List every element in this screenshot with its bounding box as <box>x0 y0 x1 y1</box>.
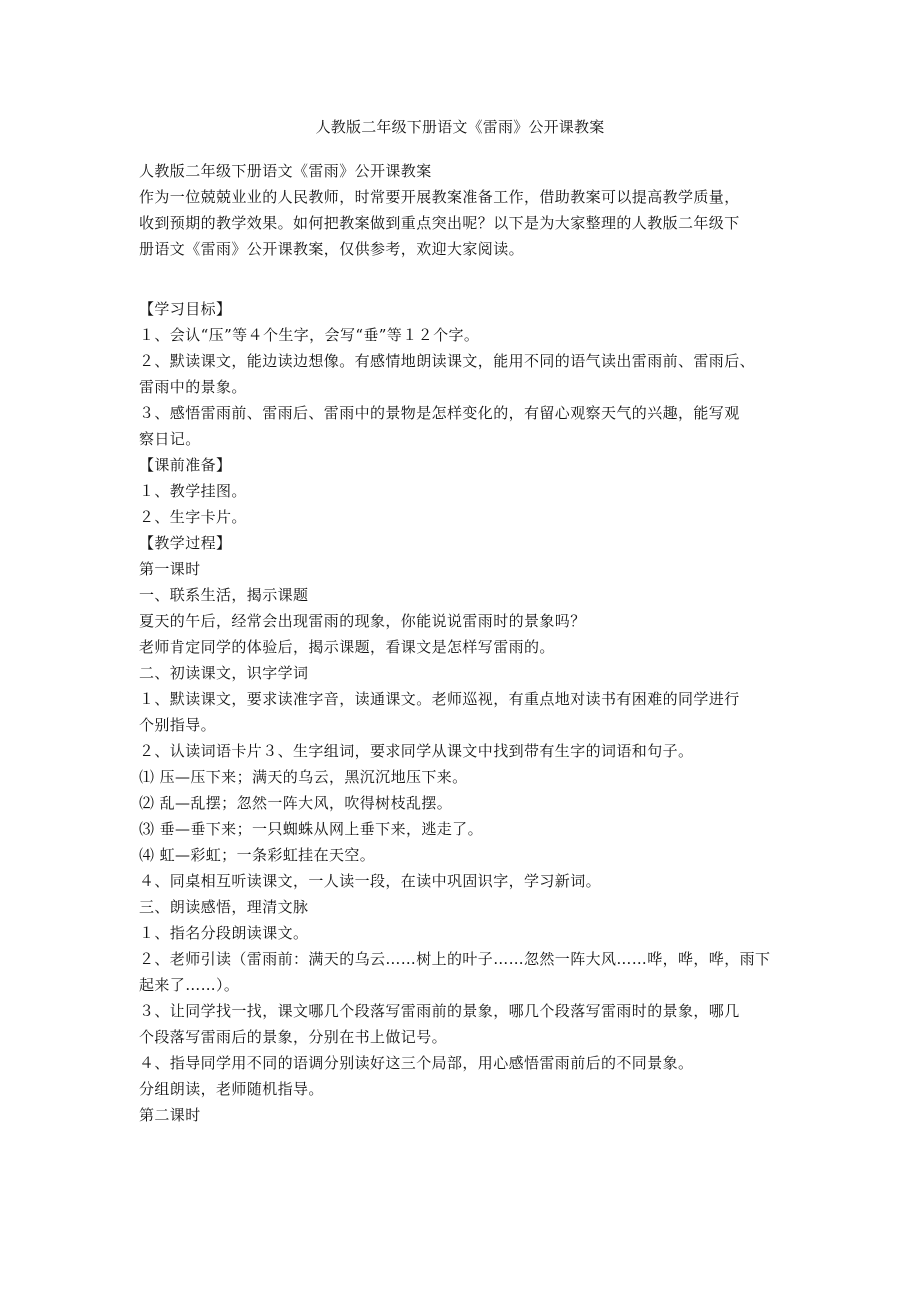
text-line: ２、默读课文，能边读边想像。有感情地朗读课文，能用不同的语气读出雷雨前、雷雨后、 <box>139 352 756 370</box>
text-line: 个别指导。 <box>139 716 217 734</box>
text-line: 收到预期的教学效果。如何把教案做到重点突出呢？以下是为大家整理的人教版二年级下 <box>139 214 740 232</box>
text-line: 册语文《雷雨》公开课教案，仅供参考，欢迎大家阅读。 <box>139 240 525 258</box>
text-line: 夏天的午后，经常会出现雷雨的现象，你能说说雷雨时的景象吗？ <box>139 612 586 630</box>
text-line: 【教学过程】 <box>139 534 232 552</box>
lesson-section <box>139 296 789 1128</box>
text-line: 分组朗读，老师随机指导。 <box>139 1080 324 1098</box>
text-line: 个段落写雷雨后的景象，分别在书上做记号。 <box>139 1028 448 1046</box>
text-line: 【学习目标】 <box>139 300 232 318</box>
document-body <box>139 158 789 1128</box>
text-line: 察日记。 <box>139 430 201 448</box>
text-line: ４、指导同学用不同的语调分别读好这三个局部，用心感悟雷雨前后的不同景象。 <box>139 1054 694 1072</box>
text-line: １、默读课文，要求读准字音，读通课文。老师巡视，有重点地对读书有困难的同学进行 <box>139 690 740 708</box>
text-line: ３、感悟雷雨前、雷雨后、雷雨中的景物是怎样变化的，有留心观察天气的兴趣，能写观 <box>139 404 740 422</box>
text-line: 作为一位兢兢业业的人民教师，时常要开展教案准备工作，借助教案可以提高教学质量， <box>139 188 740 206</box>
text-line: 一、联系生活，揭示课题 <box>139 586 309 604</box>
paragraph-gap <box>139 262 789 296</box>
text-line: １、教学挂图。 <box>139 482 247 500</box>
text-line: 【课前准备】 <box>139 456 232 474</box>
text-line: 二、初读课文，识字学词 <box>139 664 309 682</box>
text-line: 老师肯定同学的体验后，揭示课题，看课文是怎样写雷雨的。 <box>139 638 555 656</box>
intro-section <box>139 158 789 262</box>
text-line: ⑶ 垂—垂下来；一只蜘蛛从网上垂下来，逃走了。 <box>139 820 483 838</box>
text-line: ⑴ 压—压下来；满天的乌云，黑沉沉地压下来。 <box>139 768 468 786</box>
text-line: １、会认“压”等４个生字，会写“垂”等１２个字。 <box>139 326 480 344</box>
text-line: ２、认读词语卡片３、生字组词，要求同学从课文中找到带有生字的词语和句子。 <box>139 742 694 760</box>
text-line: 三、朗读感悟，理清文脉 <box>139 898 309 916</box>
text-line: １、指名分段朗读课文。 <box>139 924 309 942</box>
text-line: 起来了……）。 <box>139 976 240 994</box>
text-line: ２、生字卡片。 <box>139 508 247 526</box>
text-line: ３、让同学找一找，课文哪几个段落写雷雨前的景象，哪几个段落写雷雨时的景象，哪几 <box>139 1002 740 1020</box>
text-line: ２、老师引读（雷雨前：满天的乌云……树上的叶子……忽然一阵大风……哗，哗，哗，雨下 <box>139 950 771 968</box>
text-line: ４、同桌相互听读课文，一人读一段，在读中巩固识字，学习新词。 <box>139 872 602 890</box>
text-line: ⑵ 乱—乱摆；忽然一阵大风，吹得树枝乱摆。 <box>139 794 453 812</box>
text-line: 第二课时 <box>139 1106 201 1124</box>
text-line: 人教版二年级下册语文《雷雨》公开课教案 <box>139 162 432 180</box>
text-line: 雷雨中的景象。 <box>139 378 247 396</box>
page-title: 人教版二年级下册语文《雷雨》公开课教案 <box>315 118 605 136</box>
text-line: ⑷ 虹—彩虹；一条彩虹挂在天空。 <box>139 846 376 864</box>
text-line: 第一课时 <box>139 560 201 578</box>
